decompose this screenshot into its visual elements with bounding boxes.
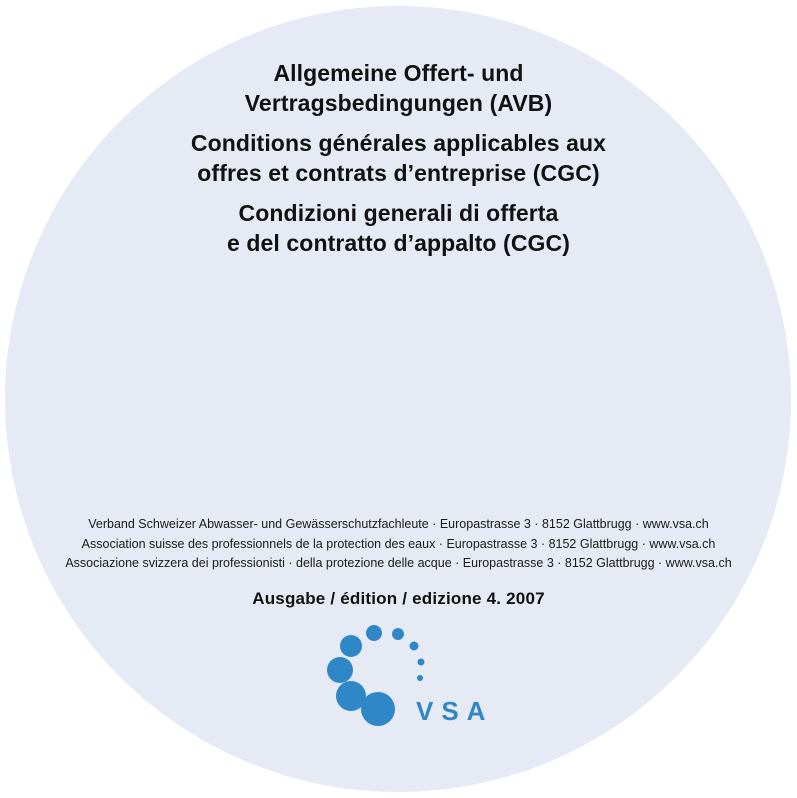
imprint-block bbox=[0, 515, 797, 574]
imprint-line-german: Verband Schweizer Abwasser- und Gewässerschutzfachleute · Europastrasse 3 · 8152 Glattbrugg · www.vsa.ch bbox=[88, 517, 709, 531]
title-italian bbox=[0, 198, 797, 258]
title-french-line2: offres et contrats d’entreprise (CGC) bbox=[197, 160, 600, 186]
title-german-line1: Allgemeine Offert- und bbox=[273, 60, 524, 86]
title-french bbox=[0, 128, 797, 188]
title-german bbox=[0, 58, 797, 118]
imprint-line-french: Association suisse des professionnels de la protection des eaux · Europastrasse 3 · 8152 Glattbrugg · www.vsa.ch bbox=[81, 536, 716, 551]
vsa-wordmark: VSA bbox=[416, 696, 494, 726]
title-italian-line2: e del contratto d’appalto (CGC) bbox=[227, 230, 570, 256]
title-french-line1: Conditions générales applicables aux bbox=[190, 130, 607, 156]
imprint-line-italian: Associazione svizzera dei professionisti · della protezione delle acque · Europastrasse 3 · 8152 Glattbrugg · www.vsa.ch bbox=[65, 556, 732, 570]
edition-line: Ausgabe / édition / edizione 4. 2007 bbox=[252, 589, 545, 608]
title-german-line2: Vertragsbedingungen (AVB) bbox=[244, 90, 553, 116]
title-italian-line1: Condizioni generali di offerta bbox=[238, 200, 559, 226]
vsa-logo bbox=[318, 620, 518, 740]
title-group bbox=[0, 58, 797, 258]
